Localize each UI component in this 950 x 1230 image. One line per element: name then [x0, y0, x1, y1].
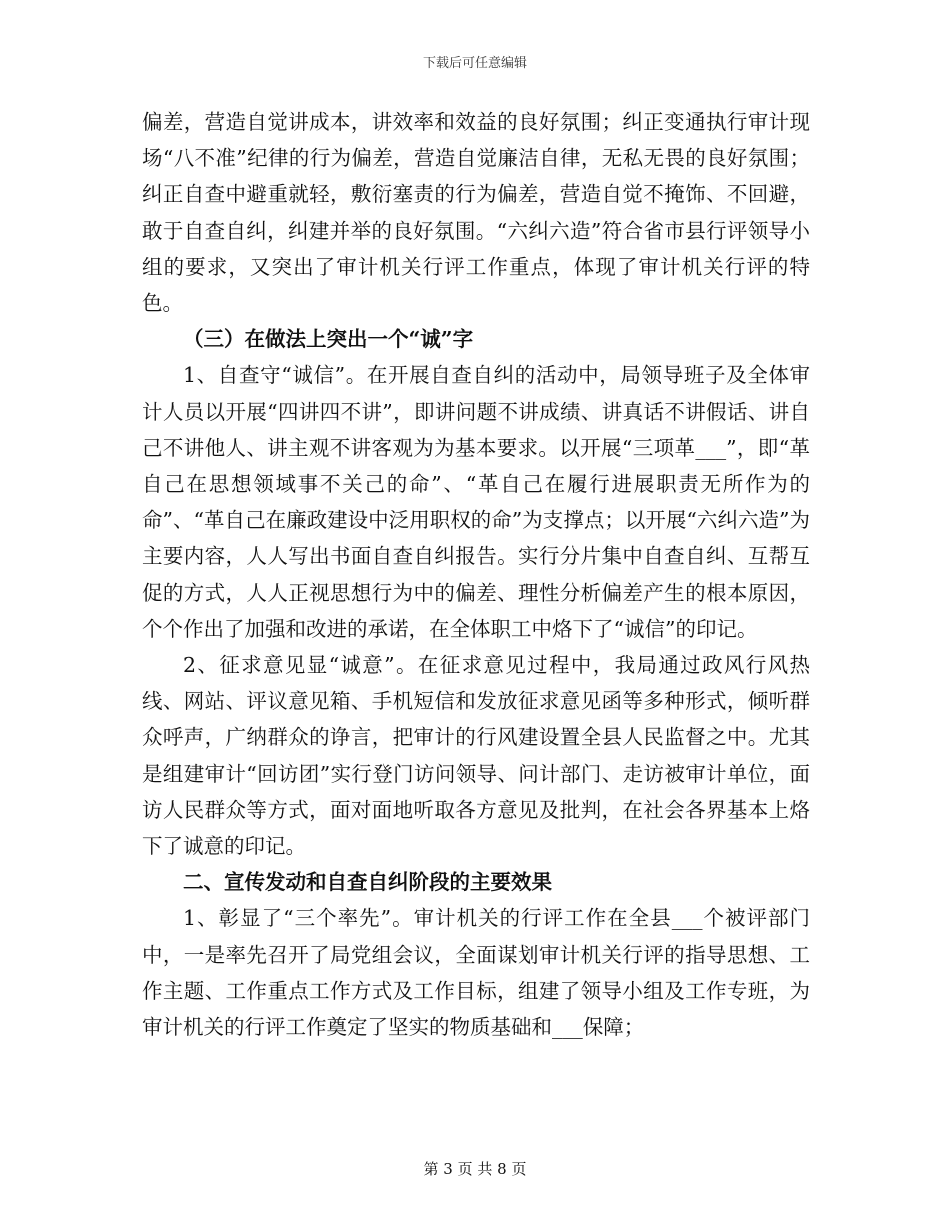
page-header: 下载后可任意编辑 [422, 56, 527, 71]
paragraph-self-check-integrity: 1、自查守“诚信”。在开展自查自纠的活动中，局领导班子及全体审计人员以开展“四讲四不讲”，即讲问题不讲成绩、讲真话不讲假话、讲自己不讲他人、讲主观不讲客观为为基本要求。以开展“三项革___”，即“革自己在思想领域事不关己的命”、“革自己在履行进展职责无所作为的命”、“革自己在廉政建设中泛用职权的命”为支撑点；以开展“六纠六造”为主要内容，人人写出书面自查自纠报告。实行分片集中自查自纠、互帮互促的方式，人人正视思想行为中的偏差、理性分析偏差产生的根本原因，个个作出了加强和改进的承诺，在全体职工中烙下了“诚信”的印记。 [142, 363, 810, 641]
paragraph-three-firsts: 1、彰显了“三个率先”。审计机关的行评工作在全县___个被评部门中，一是率先召开了局党组会议，全面谋划审计机关行评的指导思想、工作主题、工作重点工作方式及工作目标，组建了领导小组及工作专班，为审计机关的行评工作奠定了坚实的物质基础和___保障； [142, 906, 810, 1040]
paragraph-soliciting-opinions: 2、征求意见显“诚意”。在征求意见过程中，我局通过政风行风热线、网站、评议意见箱、手机短信和发放征求意见函等多种形式，倾听群众呼声，广纳群众的诤言，把审计的行风建设置全县人民监督之中。尤其是组建审计“回访团”实行登门访问领导、问计部门、走访被审计单位，面访人民群众等方式，面对面地听取各方意见及批判，在社会各界基本上烙下了诚意的印记。 [142, 653, 810, 859]
paragraph-continuation: 偏差，营造自觉讲成本，讲效率和效益的良好氛围；纠正变通执行审计现场“八不准”纪律的行为偏差，营造自觉廉洁自律，无私无畏的良好氛围；纠正自查中避重就轻，敷衍塞责的行为偏差，营造自觉不掩饰、不回避，敢于自查自纠，纠建并举的良好氛围。“六纠六造”符合省市县行评领导小组的要求，又突出了审计机关行评工作重点，体现了审计机关行评的特色。 [142, 110, 810, 316]
section-heading-sincerity: （三）在做法上突出一个“诚”字 [183, 327, 474, 352]
section-heading-main-effects: 二、宣传发动和自查自纠阶段的主要效果 [183, 870, 552, 895]
document-body [142, 104, 810, 1045]
page-footer: 第 3 页 共 8 页 [423, 1160, 527, 1178]
